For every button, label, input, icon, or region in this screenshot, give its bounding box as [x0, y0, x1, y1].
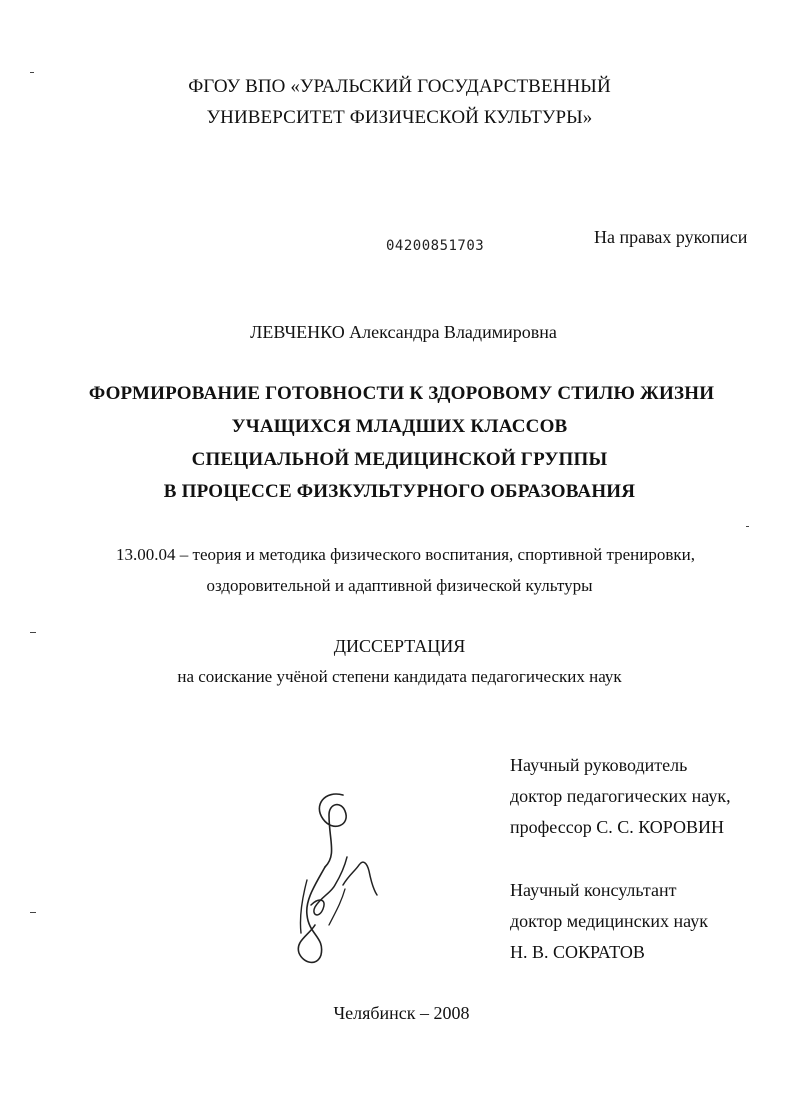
degree-line: на соискание учёной степени кандидата педагогических наук	[177, 667, 622, 686]
supervisor-block	[510, 750, 731, 843]
scan-margin-mark	[30, 912, 36, 913]
institution-line-1: ФГОУ ВПО «УРАЛЬСКИЙ ГОСУДАРСТВЕННЫЙ	[188, 76, 611, 97]
author-name: ЛЕВЧЕНКО Александра Владимировна	[250, 322, 557, 342]
title-line-1: ФОРМИРОВАНИЕ ГОТОВНОСТИ К ЗДОРОВОМУ СТИЛЮ ЖИЗНИ	[88, 383, 715, 404]
title-line-2: УЧАЩИХСЯ МЛАДШИХ КЛАССОВ	[231, 416, 568, 437]
scan-margin-mark	[30, 632, 36, 633]
city-and-year: Челябинск – 2008	[333, 1003, 470, 1023]
specialty-line-2: оздоровительной и адаптивной физической культуры	[206, 576, 593, 595]
catalog-code: 04200851703	[386, 238, 485, 254]
consultant-role: Научный консультант	[510, 880, 677, 900]
consultant-degree: доктор медицинских наук	[510, 911, 708, 931]
supervisor-name: профессор С. С. КОРОВИН	[510, 817, 725, 837]
title-line-3: СПЕЦИАЛЬНОЙ МЕДИЦИНСКОЙ ГРУППЫ	[191, 449, 608, 470]
scan-margin-mark	[30, 72, 34, 73]
supervisor-role: Научный руководитель	[510, 755, 688, 775]
consultant-name: Н. В. СОКРАТОВ	[510, 942, 645, 962]
title-line-4: В ПРОЦЕССЕ ФИЗКУЛЬТУРНОГО ОБРАЗОВАНИЯ	[163, 481, 636, 502]
document-type: ДИССЕРТАЦИЯ	[333, 636, 466, 656]
rights-note: На правах рукописи	[594, 227, 748, 247]
handwritten-signature	[285, 785, 395, 975]
supervisor-degree: доктор педагогических наук,	[510, 786, 731, 806]
institution-line-2: УНИВЕРСИТЕТ ФИЗИЧЕСКОЙ КУЛЬТУРЫ»	[206, 107, 593, 128]
specialty-line-1: 13.00.04 – теория и методика физического воспитания, спортивной тренировки,	[116, 545, 695, 564]
consultant-block	[510, 875, 708, 968]
scan-margin-mark	[746, 526, 749, 527]
